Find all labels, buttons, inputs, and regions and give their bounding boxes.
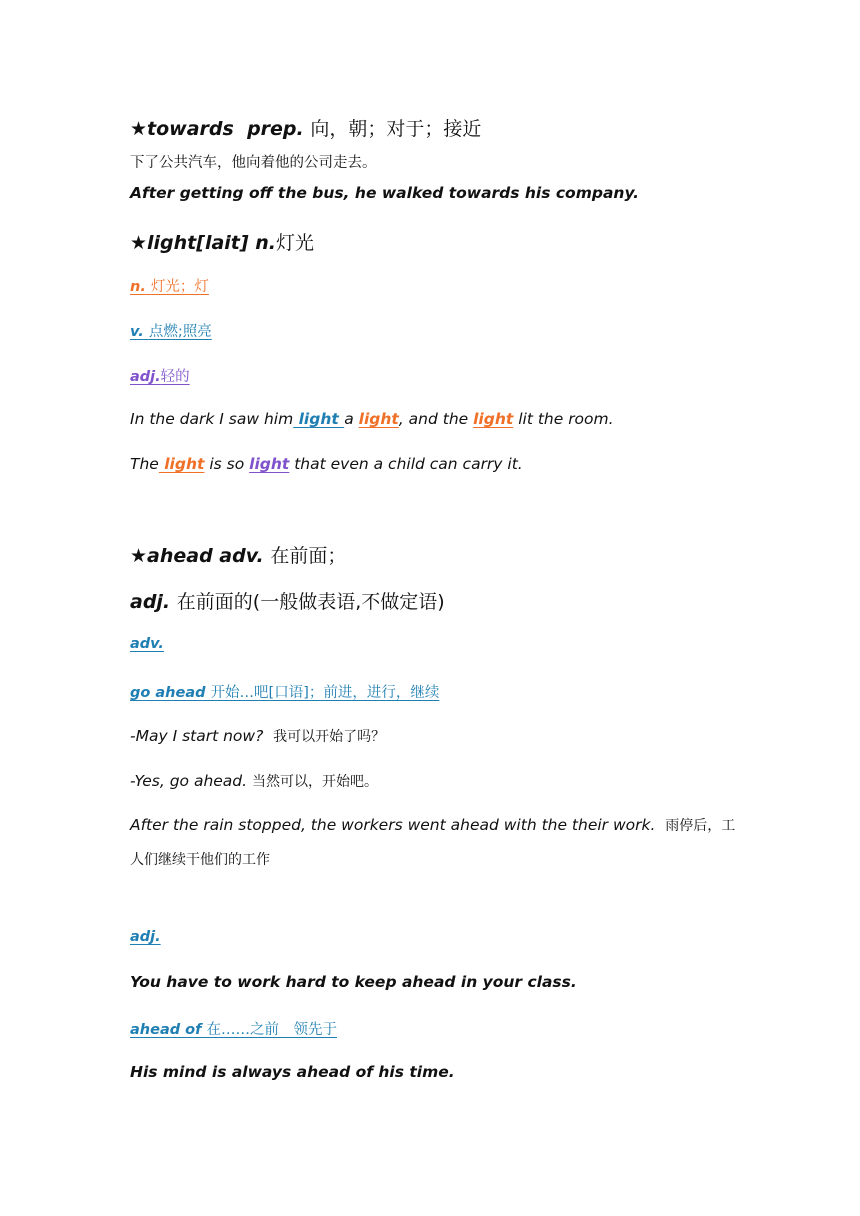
ahead-adj-pos: adj. [130,591,171,613]
towards-example-en: After getting off the bus, he walked towards his company. [130,184,640,202]
dialog-line-2 [130,771,378,791]
light-sense-adj-zh: 轻的 [160,369,190,385]
light-ex1-part3: , and the [398,410,474,428]
dialog-2-en: -Yes, go ahead. [130,772,248,790]
light-pos: n. [255,232,276,254]
rain-example [130,809,740,877]
light-ex2-word-noun: light [158,455,205,473]
ahead-heading [130,541,346,568]
light-ex1-part2: a [344,410,359,428]
light-ex2-part2: is so [204,455,250,473]
light-sense-verb-zh: 点燃;照亮 [148,324,212,340]
rain-example-en: After the rain stopped, the workers went ahead with the their work. [130,816,656,834]
light-ex2-word-adj: light [249,455,290,473]
light-ex1-word-noun: light [358,410,399,428]
light-sense-noun-zh: 灯光；灯 [150,279,209,295]
light-sense-adj [130,365,190,386]
light-ex1-part4: lit the room. [513,410,614,428]
dialog-1-zh: 我可以开始了吗？ [273,729,386,745]
light-meaning: 灯光 [275,232,314,254]
light-ex2-part3: that even a child can carry it. [289,455,523,473]
light-sense-verb-pos: v. [130,324,144,340]
phrase-go-ahead-zh: 开始…吧[口语]；前进，进行，继续 [210,685,440,701]
phrase-ahead-of-zh: 在……之前 领先于 [206,1022,337,1038]
light-heading [130,228,314,255]
light-ex1-word-verb: light [293,410,345,428]
ahead-adj-example: You have to work hard to keep ahead in your class. [130,973,577,991]
light-word: ★light[lait] [130,232,249,254]
light-example-1 [130,410,614,428]
dialog-2-zh: 当然可以，开始吧。 [252,774,379,790]
rain-example-zh: 雨停后，工人们继续干他们的工作 [130,818,736,868]
towards-meaning: 向，朝；对于；接近 [310,118,482,140]
ahead-heading-adj [130,587,445,614]
phrase-ahead-of [130,1018,337,1039]
light-sense-noun [130,275,209,296]
dialog-1-en: -May I start now? [130,727,264,745]
light-ex1-part1: In the dark I saw him [130,410,294,428]
ahead-of-example: His mind is always ahead of his time. [130,1063,455,1081]
light-example-2 [130,455,523,473]
phrase-go-ahead [130,681,439,702]
light-ex1-word-noun-2: light [473,410,514,428]
light-sense-noun-pos: n. [130,279,146,295]
ahead-word: ★ahead adv. [130,545,264,567]
light-sense-verb [130,320,212,341]
phrase-go-ahead-en: go ahead [130,685,206,701]
dialog-line-1 [130,726,385,746]
ahead-meaning: 在前面； [270,545,347,567]
towards-pos: prep. [247,118,304,140]
towards-word: ★towards [130,118,234,140]
towards-example-zh: 下了公共汽车，他向着他的公司走去。 [130,155,377,171]
light-sense-adj-pos: adj. [130,369,161,385]
ahead-adj-label: adj. [130,929,161,945]
ahead-adv-label: adv. [130,636,164,652]
phrase-ahead-of-en: ahead of [130,1022,202,1038]
ahead-adj-meaning: 在前面的(一般做表语,不做定语) [176,591,445,613]
towards-heading [130,114,481,141]
light-ex2-part1: The [130,455,159,473]
